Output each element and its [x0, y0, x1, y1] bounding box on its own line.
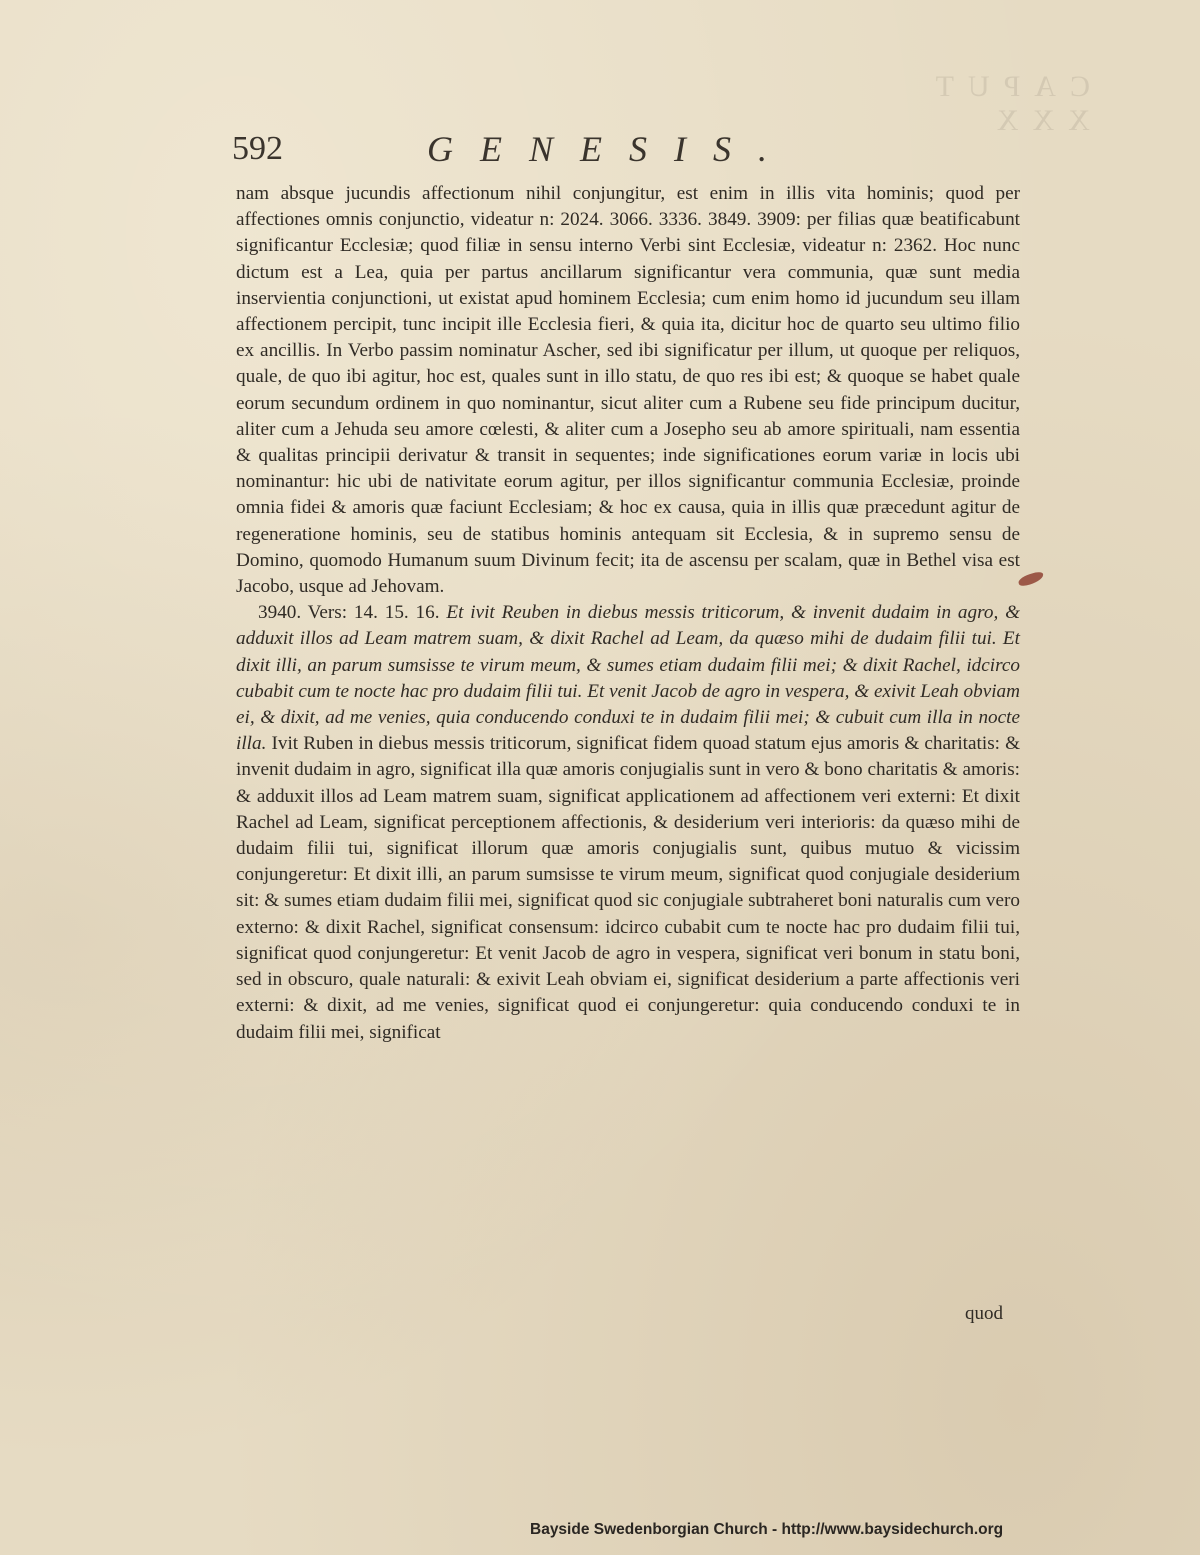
commentary: Ivit Ruben in diebus messis triticorum, significat fidem quoad statum ejus amoris & charitatis: & invenit dudaim in agro, significat illa quæ amoris conjugialis sunt in vero & bono charitatis & amoris: & adduxit illos ad Leam matrem suam, significat applicationem ad affectionem veri externi: Et dixit Rachel ad Leam, significat perceptionem affectionis, & desiderium veri interioris: da quæso mihi de dudaim filii tui, significat illorum quæ amoris conjugialis sunt, quibus mutuo & vicissim conjungeretur: Et dixit illi, an parum sumsisse te virum meum, significat quod conjugiale desiderium sit: & sumes etiam dudaim filii mei, significat quod sic conjugiale subtraheret boni naturalis cum vero externo: & dixit Rachel, significat consensum: idcirco cubabit cum te nocte hac pro dudaim filii tui, significat quod conjungeretur: Et venit Jacob de agro in vespera, significat veri bonum in statu boni, sed in obscuro, quale naturali: & exivit Leah obviam ei, significat desiderium a parte affectionis veri externi: & dixit, ad me venies, significat quod ei conjungeretur: quia conducendo conduxi te in dudaim filii mei, significat [236, 733, 1021, 1043]
scripture-quote: Et ivit Reuben in diebus messis triticorum, & invenit dudaim in agro, & adduxit illos ad Leam matrem suam, & dixit Rachel ad Leam, da quæso mihi de dudaim filii tui. Et dixit illi, an parum sumsisse te virum meum, & sumes etiam dudaim filii mei; & dixit Rachel, idcirco cubabit cum te nocte hac pro dudaim filii tui. Et venit Jacob de agro in vespera, & exivit Leah obviam ei, & dixit, ad me venies, quia conducendo conduxi te in dudaim filii mei; & cubuit cum illa in nocte illa. [236, 602, 1021, 755]
page-number: 592 [232, 130, 283, 167]
text-column [236, 181, 1020, 1046]
show-through-text: CAPUT XXX [922, 70, 1090, 137]
paragraph-1: nam absque jucundis affectionum nihil conjungitur, est enim in illis vita hominis; quod per affectiones omnis conjunctio, videatur n: 2024. 3066. 3336. 3849. 3909: per filias quæ beatificabunt significantur Ecclesiæ; quod filiæ in sensu interno Verbi sint Ecclesiæ, videatur n: 2362. Hoc nunc dictum est a Lea, quia per partus ancillarum significantur vera communia, quæ sunt media inservientia conjunctioni, ut existat apud hominem Ecclesia; cum enim homo id jucundum seu illam affectionem percipit, tunc incipit ille Ecclesia fieri, & quia ita, dicitur hoc de quarto seu ultimo filio ex ancillis. In Verbo passim nominatur Ascher, sed ibi significatur per illum, ut quoque per reliquos, quale, de quo ibi agitur, hoc est, quales sunt in illo statu, de quo res ibi est; & quoque se habet quale eorum secundum ordinem in quo nominantur, sicut aliter cum a Rubene seu fide principum ducitur, aliter cum a Jehuda seu amore cœlesti, & aliter cum a Josepho seu ab amore spirituali, nam essentia & qualitas principii derivatur & transit in sequentes; inde significationes eorum variæ in locis ubi nominantur: hic ubi de nativitate eorum agitur, per illos significantur communia Ecclesiæ, proinde omnia fidei & amoris quæ faciunt Ecclesiam; & hoc ex causa, quia in illis quæ præcedunt agitur de regeneratione hominis, seu de statibus hominis antequam sit Ecclesia, & in supremo sensu de Domino, quomodo Humanum suum Divinum fecit; ita de ascensu per scalam, quæ in Bethel visa est Jacobo, usque ad Jehovam. [236, 183, 1020, 598]
watermark-credit: Bayside Swedenborgian Church - http://www.baysidechurch.org [530, 1521, 1004, 1538]
running-title: GENESIS. [427, 129, 794, 169]
catchword: quod [965, 1303, 1003, 1324]
paragraph-number: 3940. [258, 602, 302, 624]
ink-smudge [1017, 570, 1045, 588]
paragraph-3940 [236, 600, 1020, 1045]
verse-reference: Vers: 14. 15. 16. [307, 602, 440, 624]
page-header [232, 128, 1022, 178]
